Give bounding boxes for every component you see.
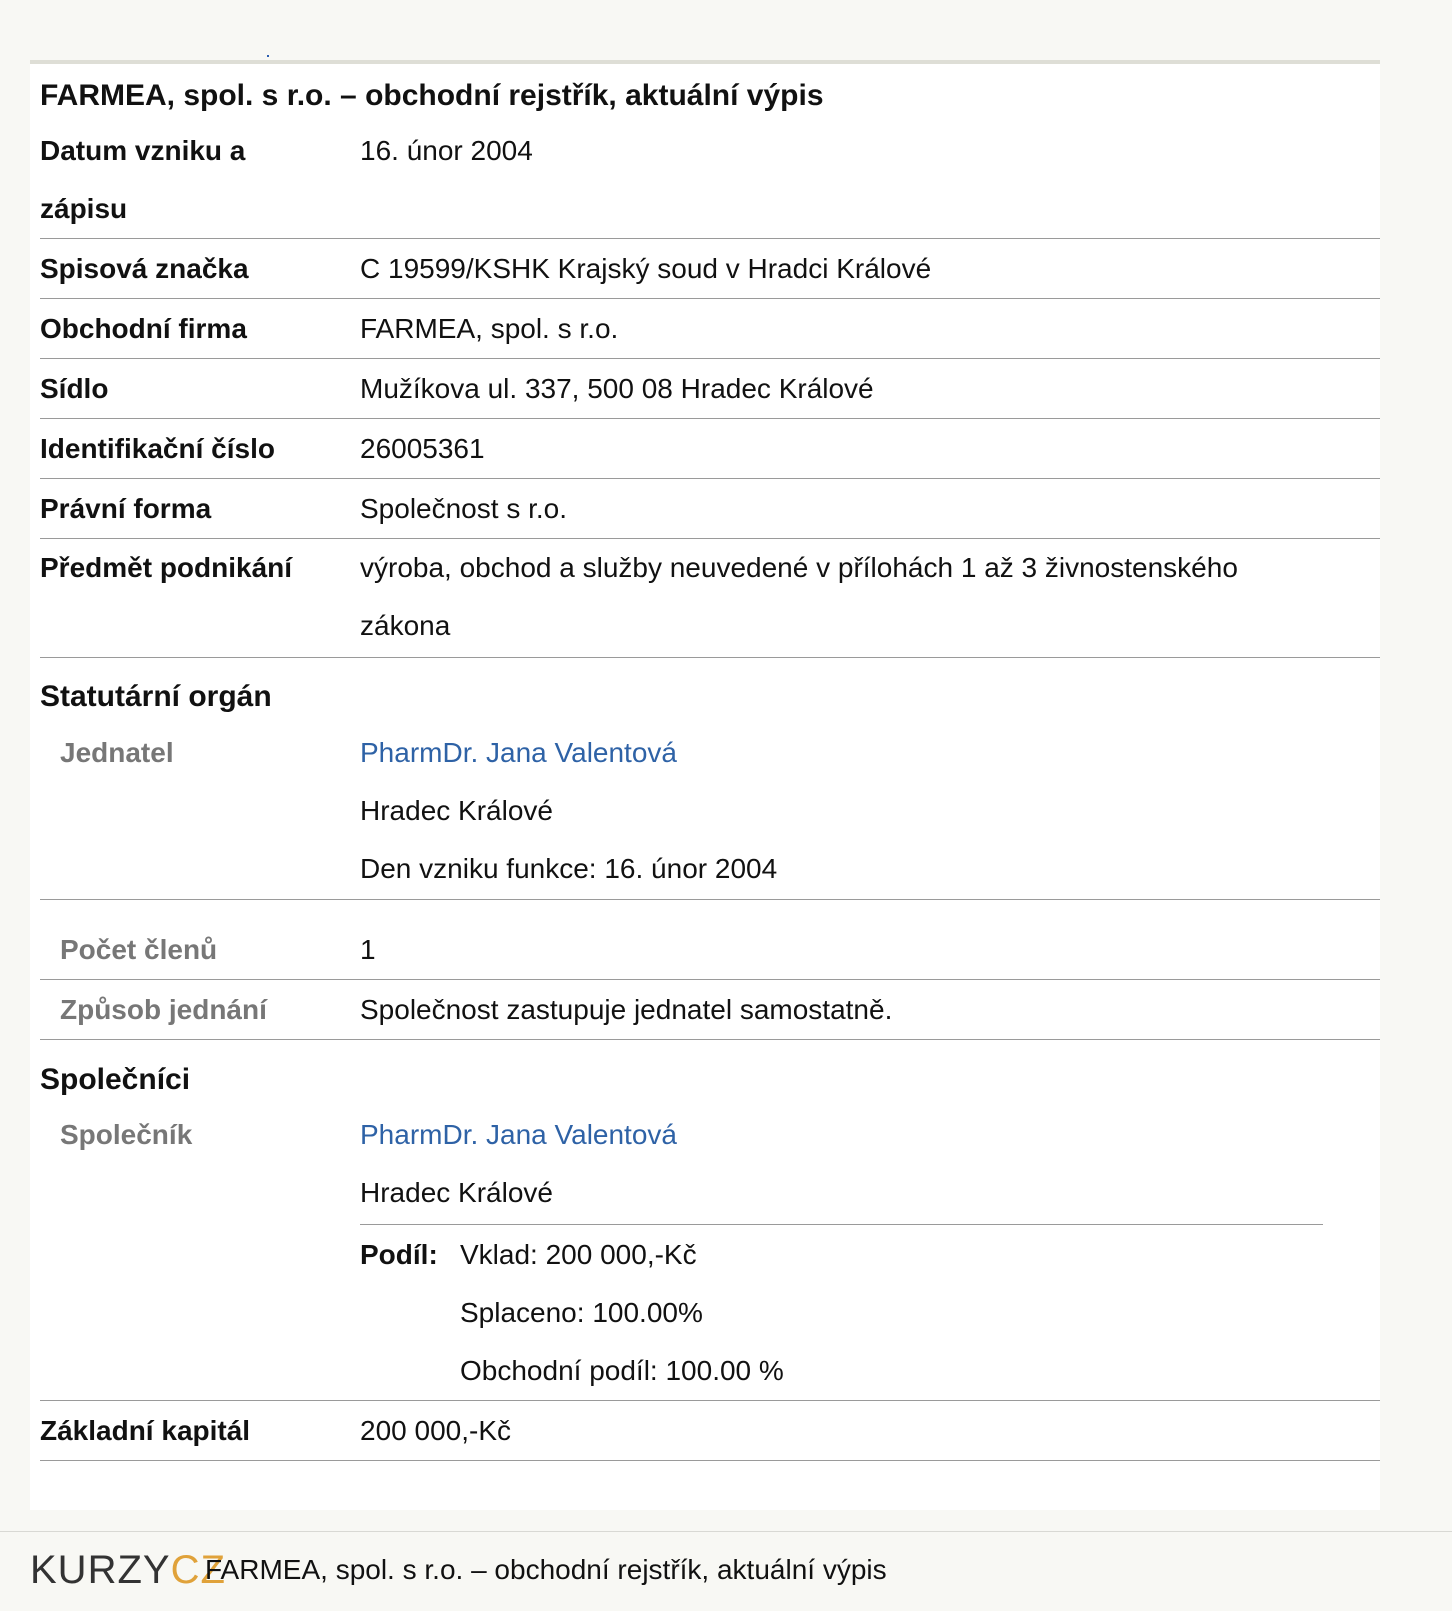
label-ico: Identifikační číslo [40, 433, 275, 464]
spolecnik-city: Hradec Králové [360, 1177, 553, 1208]
page-title: FARMEA, spol. s r.o. – obchodní rejstřík, aktuální výpis [40, 79, 824, 112]
label-zakladni-kapital: Základní kapitál [40, 1415, 251, 1446]
jednatel-since: Den vzniku funkce: 16. únor 2004 [360, 853, 778, 884]
row-obchodni-firma [40, 299, 1380, 359]
value-ico: 26005361 [360, 433, 485, 464]
section-statutarni-organ: Statutární orgán [40, 680, 272, 713]
label-sidlo: Sídlo [40, 373, 109, 404]
value-spisova-znacka: C 19599/KSHK Krajský soud v Hradci Králové [360, 253, 932, 284]
label-pravni-forma: Právní forma [40, 493, 212, 524]
jednatel-city: Hradec Králové [360, 795, 553, 826]
registry-card [30, 60, 1380, 1510]
footer [0, 1531, 1452, 1611]
row-spisova-znacka [40, 239, 1380, 299]
row-predmet-podnikani [40, 539, 1380, 658]
label-datum-vzniku: Datum vzniku a zápisu [40, 135, 246, 224]
row-pocet-clenu [40, 920, 1380, 980]
logo-part-cz: CZ [170, 1548, 226, 1592]
section-spolecnici: Společníci [40, 1063, 191, 1096]
label-spisova-znacka: Spisová značka [40, 253, 249, 284]
label-pocet-clenu: Počet členů [60, 934, 218, 965]
value-jednatel [360, 724, 1350, 898]
value-splaceno: Splaceno: 100.00% [460, 1297, 703, 1328]
label-jednatel: Jednatel [60, 737, 174, 768]
row-datum-vzniku [40, 122, 1380, 239]
kurzy-logo[interactable] [30, 1544, 226, 1596]
label-predmet-podnikani: Předmět podnikání [40, 552, 293, 583]
value-spolecnik [360, 1106, 1350, 1222]
value-sidlo: Mužíkova ul. 337, 500 08 Hradec Králové [360, 373, 874, 404]
value-zakladni-kapital: 200 000,-Kč [360, 1415, 511, 1446]
logo-part-kurzy: KURZY [30, 1548, 171, 1592]
value-obchodni-podil: Obchodní podíl: 100.00 % [460, 1355, 784, 1386]
row-pravni-forma [40, 479, 1380, 539]
value-datum-vzniku: 16. únor 2004 [360, 135, 533, 166]
value-predmet-podnikani: výroba, obchod a služby neuvedené v přílohách 1 až 3 živnostenského zákona [360, 552, 1238, 641]
value-pocet-clenu: 1 [360, 934, 376, 965]
spolecnik-name-link[interactable]: PharmDr. Jana Valentová [360, 1119, 677, 1150]
label-zpusob-jednani: Způsob jednání [60, 994, 267, 1025]
label-obchodni-firma: Obchodní firma [40, 313, 247, 344]
top-dot [267, 55, 269, 57]
value-zpusob-jednani: Společnost zastupuje jednatel samostatně. [360, 994, 893, 1025]
value-pravni-forma: Společnost s r.o. [360, 493, 568, 524]
row-ico [40, 419, 1380, 479]
row-zpusob-jednani [40, 980, 1380, 1040]
label-podil: Podíl: [360, 1239, 438, 1270]
footer-title: FARMEA, spol. s r.o. – obchodní rejstřík, aktuální výpis [205, 1554, 887, 1585]
label-spolecnik: Společník [60, 1119, 193, 1150]
value-obchodni-firma: FARMEA, spol. s r.o. [360, 313, 619, 344]
row-jednatel [40, 724, 1380, 900]
row-zakladni-kapital [40, 1401, 1380, 1461]
jednatel-name-link[interactable]: PharmDr. Jana Valentová [360, 737, 677, 768]
row-sidlo [40, 359, 1380, 419]
value-vklad: Vklad: 200 000,-Kč [460, 1239, 697, 1270]
